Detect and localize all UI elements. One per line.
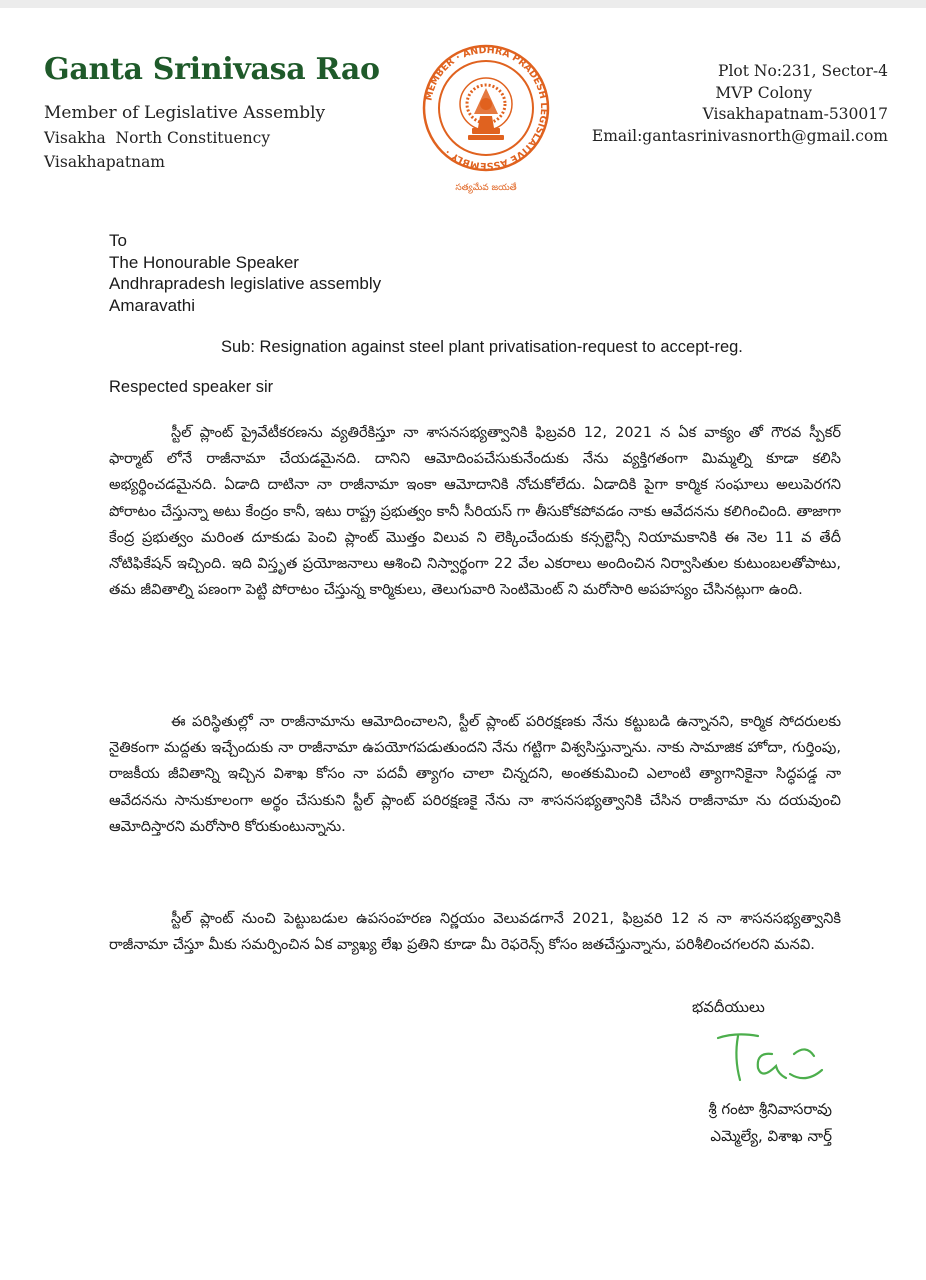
letterhead-city: Visakhapatnam [44, 153, 166, 171]
letterhead-role: Member of Legislative Assembly [44, 103, 326, 123]
signer-block [708, 1096, 832, 1150]
salutation: Respected speaker sir [109, 378, 274, 396]
letterhead-address-block [592, 61, 888, 147]
address-line-1: Plot No:231, Sector-4 [718, 62, 888, 80]
address-line-3: Visakhapatnam-530017 [702, 105, 888, 123]
letterhead-constituency: Visakha North Constituency [44, 129, 271, 147]
emblem-ring-text: MEMBER · ANDHRA PRADESH LEGISLATIVE ASSEMBLY · [423, 44, 550, 172]
recipient-block [109, 230, 381, 316]
signer-designation: ఎమ్మెల్యే, విశాఖ నార్త్ [710, 1127, 832, 1145]
address-line-2: MVP Colony [715, 83, 812, 102]
recipient-title: The Honourable Speaker [109, 252, 299, 272]
assembly-emblem-icon [416, 44, 556, 196]
letterhead-left-block [44, 100, 325, 174]
subject-line: Sub: Resignation against steel plant privatisation-request to accept-reg. [221, 338, 743, 356]
body-paragraph-1: స్టీల్ ప్లాంట్ ప్రైవేటీకరణను వ్యతిరేకిస్తూ నా శాసనసభ్యత్వానికి ఫిబ్రవరి 12, 2021 న ఏక వాక్యం తో గౌరవ స్పీకర్ ఫార్మాట్ లోనే రాజీనామా చేయడమైనది. దానిని ఆమోదింపచేసుకునేందుకు నేను వ్యక్తిగతంగా మిమ్మల్ని కూడా కలిసి అభ్యర్థించడమైనది. ఏడాది దాటినా నా రాజీనామా ఇంకా ఆమోదానికి నోచుకోలేదు. ఏడాదికి పైగా కార్మిక సంఘాలు అలుపెరగని పోరాటం చేస్తున్నా అటు కేంద్రం కానీ, ఇటు రాష్ట్ర ప్రభుత్వం కానీ సీరియస్ గా తీసుకోకపోవడం నాకు ఆవేదనను కలిగించింది. తాజాగా కేంద్ర ప్రభుత్వం మరింత దూకుడు పెంచి ప్లాంట్ మొత్తం విలువ ని లెక్కించేందుకు కన్సల్టెన్సీ నియామకానికి ఈ నెల 11 వ తేదీ నోటిఫికేషన్ ఇచ్చింది. ఇది విస్తృత ప్రయోజనాలు ఆశించి నిస్వార్థంగా 22 వేల ఎకరాలు అందించిన నిర్వాసితుల కుటుంబలతోపాటు, తమ జీవితాల్ని పణంగా పెట్టి పోరాటం చేస్తున్న కార్మికులు, తెలుగువారి సెంటిమెంట్ ని మరోసారి అపహస్యం చేసినట్లుగా ఉంది. [109, 424, 841, 599]
closing-text: భవదీయులు [692, 998, 765, 1016]
body-paragraph-3: స్టీల్ ప్లాంట్ నుంచి పెట్టుబడుల ఉపసంహరణ నిర్ణయం వెలువడగానే 2021, ఫిబ్రవరి 12 న నా శాసనసభ్యత్వానికి రాజీనామా చేస్తూ మీకు సమర్పించిన ఏక వ్యాఖ్య లేఖ ప్రతిని కూడా మీ రెఫరెన్స్ కోసం జతచేస్తున్నాను, పరిశీలించగలరని మనవి. [109, 910, 841, 954]
recipient-place: Amaravathi [109, 295, 195, 315]
top-strip [0, 0, 926, 8]
signer-name: శ్రీ గంటా శ్రీనివాసరావు [708, 1100, 832, 1118]
body-paragraph-2: ఈ పరిస్థితుల్లో నా రాజీనామాను ఆమోదించాలని, స్టీల్ ప్లాంట్ పరిరక్షణకు నేను కట్టుబడి ఉన్నానని, కార్మిక సోదరులకు నైతికంగా మద్దతు ఇచ్చేందుకు నా రాజీనామా ఉపయోగపడుతుందని నేను గట్టిగా విశ్వసిస్తున్నాను. నాకు సామాజిక హోదా, గుర్తింపు, రాజకీయ జీవితాన్ని ఇచ్చిన విశాఖ కోసం నా పదవీ త్యాగం చాలా చిన్నదని, అంతకుమించి ఎలాంటి త్యాగానికైనా సిద్ధపడ్డ నా ఆవేదనను సానుకూలంగా అర్థం చేసుకుని స్టీల్ ప్లాంట్ పరిరక్షణకై నేను నా శాసనసభ్యత్వానికి చేసిన రాజీనామా ను దయవుంచి ఆమోదిస్తారని మరోసారి కోరుకుంటున్నాను. [109, 713, 841, 835]
recipient-organisation: Andhrapradesh legislative assembly [109, 274, 382, 293]
recipient-to: To [109, 231, 127, 250]
handwritten-signature-icon [710, 1024, 830, 1094]
email-address: Email:gantasrinivasnorth@gmail.com [591, 126, 888, 145]
emblem-motto: సత్యమేవ జయతే [455, 183, 517, 193]
letterhead-name: Ganta Srinivasa Rao [44, 52, 380, 87]
